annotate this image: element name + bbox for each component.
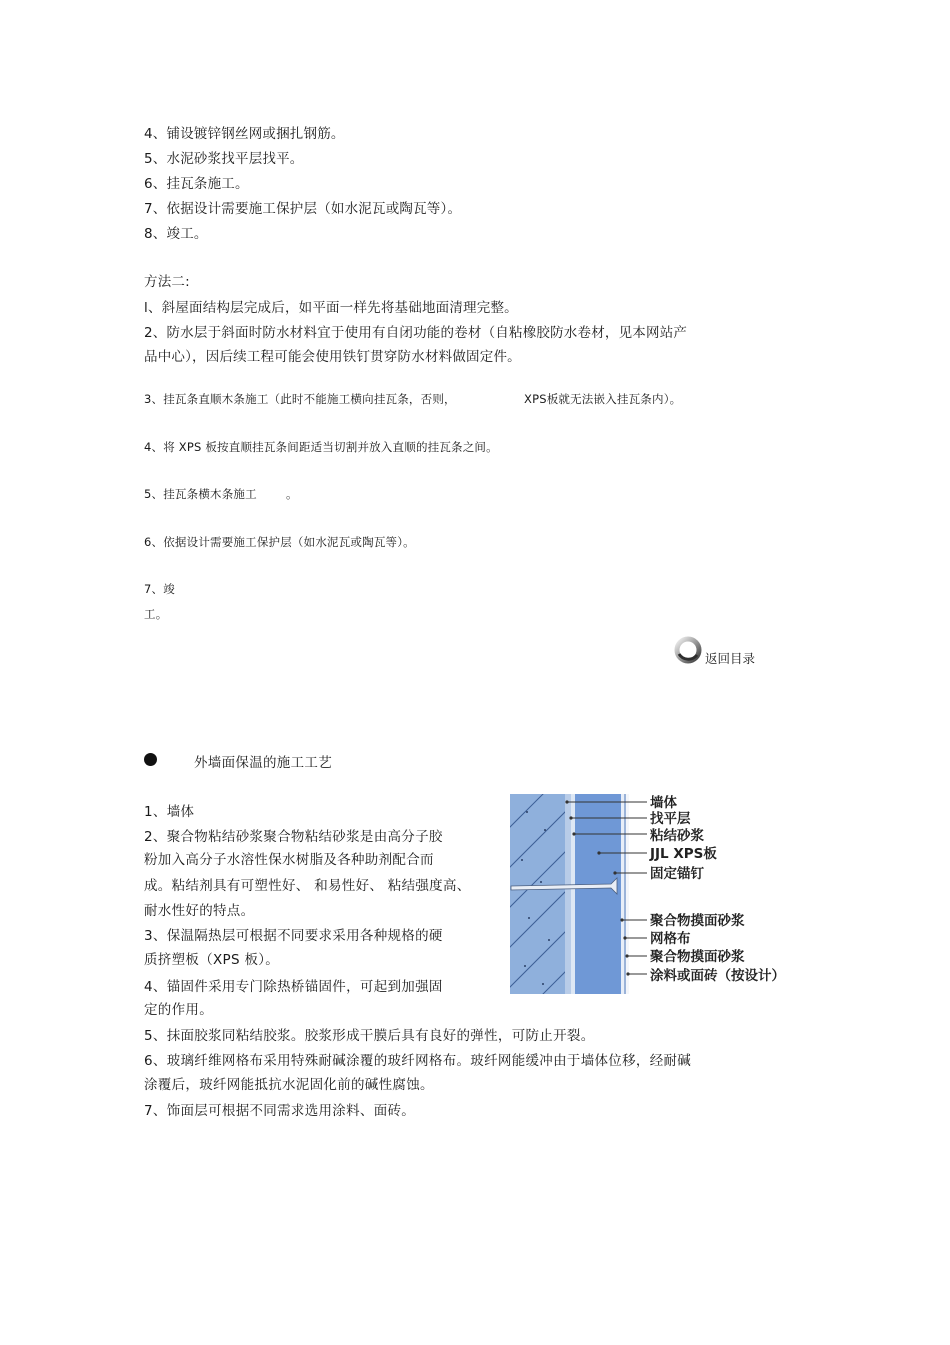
section-line-9: 定的作用。 xyxy=(144,1002,213,1018)
method2-heading: 方法二: xyxy=(144,274,190,290)
section-line-12: 涂覆后，玻纤网能抵抗水泥固化前的碱性腐蚀。 xyxy=(144,1077,434,1093)
method1-step-5: 5、水泥砂浆找平层找平。 xyxy=(144,151,304,167)
refresh-circle-icon xyxy=(673,636,703,666)
label-polymer-mortar-1: 聚合物摸面砂浆 xyxy=(650,913,745,929)
method2-step-4: 4、将 XPS 板按直顺挂瓦条间距适当切割并放入直顺的挂瓦条之间。 xyxy=(144,440,498,454)
mesh-layer xyxy=(624,794,626,994)
adhesive-layer xyxy=(571,794,575,994)
method2-step-7-part2: 工。 xyxy=(144,607,168,621)
label-adhesive-mortar: 粘结砂浆 xyxy=(650,828,704,844)
section-line-10: 5、抹面胶浆同粘结胶浆。胶浆形成干膜后具有良好的弹性，可防止开裂。 xyxy=(144,1028,595,1044)
method2-step-1: l、斜屋面结构层完成后，如平面一样先将基础地面清理完整。 xyxy=(144,300,518,316)
label-anchor: 固定锚钉 xyxy=(650,866,704,882)
section-line-8: 4、锚固件采用专门除热桥锚固件，可起到加强固 xyxy=(144,979,443,995)
method2-step-3-part1: 3、挂瓦条直顺木条施工（此时不能施工横向挂瓦条，否则， xyxy=(144,392,456,406)
section-line-4: 成。粘结剂具有可塑性好、 和易性好、 粘结强度高、 xyxy=(144,878,471,894)
section-line-7: 质挤塑板（XPS 板）。 xyxy=(144,952,280,968)
section-line-6: 3、保温隔热层可根据不同要求采用各种规格的硬 xyxy=(144,928,443,944)
section-line-5: 耐水性好的特点。 xyxy=(144,903,255,919)
label-xps-board: JJL XPS板 xyxy=(650,846,717,862)
finish-layer xyxy=(626,794,629,994)
back-to-toc-link[interactable] xyxy=(673,636,755,666)
method2-step-5-part1: 5、挂瓦条横木条施工 xyxy=(144,487,257,501)
label-polymer-mortar-2: 聚合物摸面砂浆 xyxy=(650,949,745,965)
method2-step-2-line1: 2、防水层于斜面时防水材料宜于使用有自闭功能的卷材（自粘橡胶防水卷材，见本网站产 xyxy=(144,325,688,341)
label-wall: 墙体 xyxy=(650,795,677,811)
xps-board-layer xyxy=(575,794,621,994)
section-title: 外墙面保温的施工工艺 xyxy=(194,755,332,771)
section-line-1: 1、墙体 xyxy=(144,804,195,820)
method2-step-2-line2: 品中心），因后续工程可能会使用铁钉贯穿防水材料做固定件。 xyxy=(144,349,521,365)
label-leveling-layer: 找平层 xyxy=(650,811,691,827)
method1-step-8: 8、竣工。 xyxy=(144,226,208,242)
method2-step-5-part2: 。 xyxy=(286,487,298,501)
section-line-11: 6、玻璃纤维网格布采用特殊耐碱涂覆的玻纤网格布。玻纤网能缓冲由于墙体位移，经耐碱 xyxy=(144,1053,692,1069)
label-finish: 涂料或面砖（按设计） xyxy=(650,968,785,984)
section-line-2: 2、聚合物粘结砂浆聚合物粘结砂浆是由高分子胶 xyxy=(144,829,443,845)
method2-step-7-part1: 7、竣 xyxy=(144,582,175,596)
method2-step-3-part2: XPS板就无法嵌入挂瓦条内）。 xyxy=(524,392,682,406)
method1-step-4: 4、铺设镀锌钢丝网或捆扎钢筋。 xyxy=(144,126,345,142)
method1-step-6: 6、挂瓦条施工。 xyxy=(144,176,249,192)
mortar-layer xyxy=(621,794,624,994)
wall-layer xyxy=(510,794,565,994)
leveling-layer xyxy=(565,794,571,994)
wall-insulation-diagram xyxy=(507,790,807,995)
label-mesh: 网格布 xyxy=(650,931,691,947)
section-bullet xyxy=(144,753,157,766)
method1-step-7: 7、依据设计需要施工保护层（如水泥瓦或陶瓦等）。 xyxy=(144,201,462,217)
method2-step-6: 6、依据设计需要施工保护层（如水泥瓦或陶瓦等）。 xyxy=(144,535,415,549)
back-to-toc-label: 返回目录 xyxy=(705,651,756,666)
section-line-3: 粉加入高分子水溶性保水树脂及各种助剂配合而 xyxy=(144,852,434,868)
section-line-13: 7、饰面层可根据不同需求选用涂料、面砖。 xyxy=(144,1103,416,1119)
